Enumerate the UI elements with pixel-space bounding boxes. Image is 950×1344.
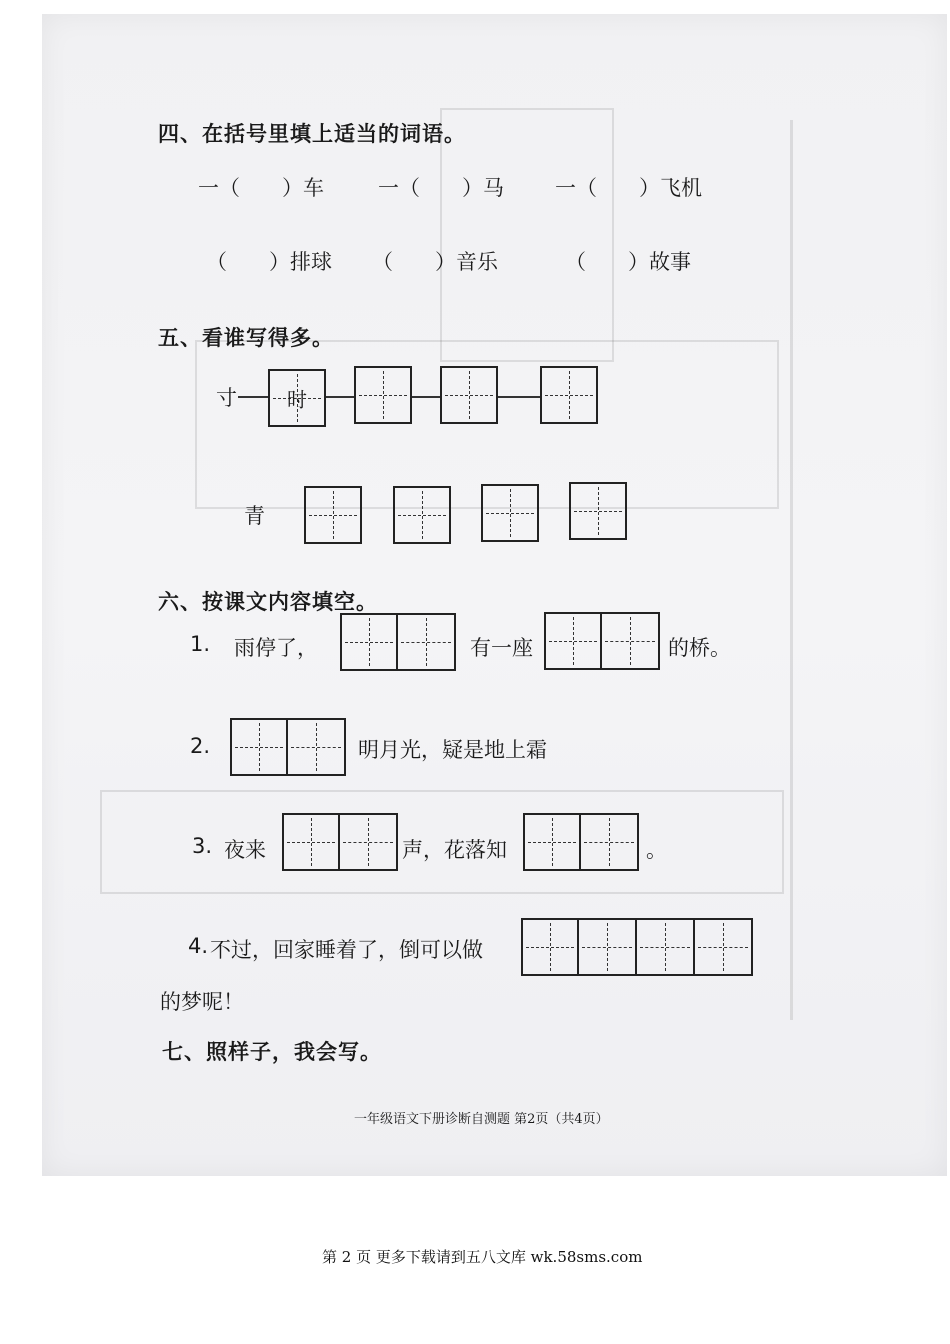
bleed-through-illustration (440, 108, 614, 362)
grid-cell[interactable] (581, 813, 639, 871)
question-text: 明月光，疑是地上霜 (358, 738, 547, 762)
chain-dash (412, 396, 440, 398)
grid-cell[interactable] (304, 486, 362, 544)
writing-grid[interactable] (354, 366, 412, 424)
grid-cell[interactable] (544, 612, 602, 670)
grid-cell[interactable] (282, 813, 340, 871)
grid-cell[interactable] (268, 369, 326, 427)
grid-cell[interactable] (288, 718, 346, 776)
writing-grid[interactable] (282, 813, 398, 871)
question-text: 有一座 (470, 636, 533, 660)
chain-start-char: 寸 (216, 386, 237, 410)
question-number: 4. (188, 934, 209, 958)
grid-cell[interactable] (579, 918, 637, 976)
grid-cell[interactable] (695, 918, 753, 976)
grid-cell[interactable] (440, 366, 498, 424)
question-number: 2. (190, 734, 211, 758)
writing-grid[interactable] (393, 486, 451, 544)
grid-cell[interactable] (340, 813, 398, 871)
grid-cell[interactable] (481, 484, 539, 542)
writing-grid[interactable] (523, 813, 639, 871)
question-text: 夜来 (224, 838, 266, 862)
question-number: 3. (192, 834, 213, 858)
blank-item-1: 一（ ）车 (198, 176, 324, 200)
grid-cell[interactable] (398, 613, 456, 671)
writing-grid[interactable] (440, 366, 498, 424)
section7-title: 七、照样子，我会写。 (162, 1040, 382, 1064)
grid-cell[interactable] (354, 366, 412, 424)
question-text: 。 (646, 838, 667, 862)
writing-grid[interactable] (230, 718, 346, 776)
grid-cell[interactable] (637, 918, 695, 976)
writing-grid[interactable] (569, 482, 627, 540)
chain-start-char: 青 (244, 504, 265, 528)
grid-cell[interactable] (602, 612, 660, 670)
grid-cell[interactable] (340, 613, 398, 671)
question-text: 的桥。 (668, 636, 731, 660)
writing-grid[interactable] (304, 486, 362, 544)
page-footer: 一年级语文下册诊断自测题 第2页（共4页） (354, 1112, 609, 1127)
blank-item-2: 一（ ）马 (378, 176, 504, 200)
blank-item-6: （ ）故事 (565, 250, 691, 274)
chain-dash (498, 396, 540, 398)
grid-cell[interactable] (540, 366, 598, 424)
grid-cell[interactable] (230, 718, 288, 776)
blank-item-3: 一（ ）飞机 (555, 176, 702, 200)
question-text: 雨停了， (234, 636, 318, 660)
section4-title: 四、在括号里填上适当的词语。 (158, 122, 466, 146)
blank-item-4: （ ）排球 (206, 250, 332, 274)
section5-title: 五、看谁写得多。 (158, 326, 334, 350)
bleed-through-rule (790, 120, 793, 1020)
chain-dash (238, 396, 268, 398)
question-text: 不过，回家睡着了，倒可以做 (210, 938, 483, 962)
question-text: 声，花落知 (402, 838, 507, 862)
download-footer: 第 2 页 更多下载请到五八文库 wk.58sms.com (322, 1248, 643, 1266)
writing-grid[interactable] (521, 918, 753, 976)
grid-cell[interactable] (523, 813, 581, 871)
question-number: 1. (190, 632, 211, 656)
chain-given-char: 时 (287, 387, 307, 412)
grid-cell[interactable] (521, 918, 579, 976)
writing-grid[interactable] (540, 366, 598, 424)
writing-grid[interactable] (340, 613, 456, 671)
grid-cell[interactable] (569, 482, 627, 540)
writing-grid[interactable] (268, 369, 326, 427)
blank-item-5: （ ）音乐 (372, 250, 498, 274)
question-text: 的梦呢！ (160, 990, 244, 1014)
chain-dash (326, 396, 354, 398)
grid-cell[interactable] (393, 486, 451, 544)
writing-grid[interactable] (481, 484, 539, 542)
section6-title: 六、按课文内容填空。 (158, 590, 378, 614)
writing-grid[interactable] (544, 612, 660, 670)
